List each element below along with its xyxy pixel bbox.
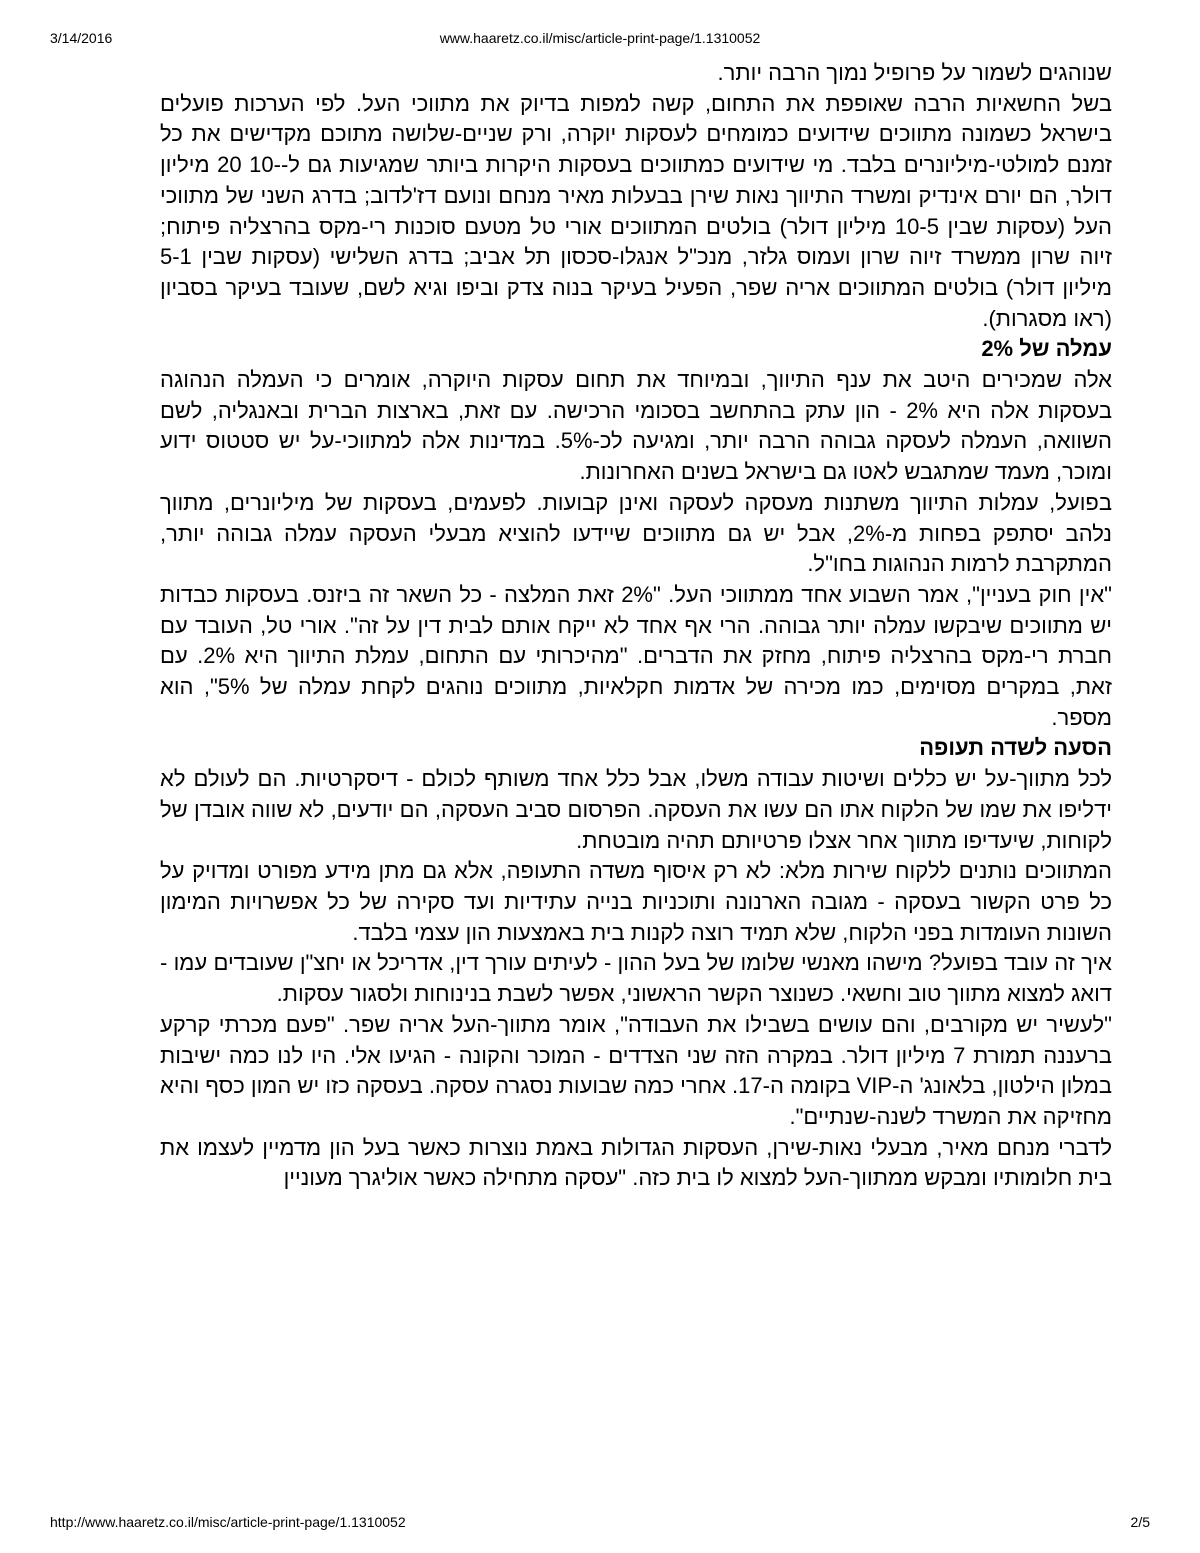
article-body <box>160 58 1112 1194</box>
print-footer <box>50 1514 1150 1534</box>
section-heading: עמלה של 2% <box>981 336 1112 362</box>
article-paragraph: לכל מתווך-על יש כללים ושיטות עבודה משלו, אבל כלל אחד משותף לכולם - דיסקרטיות. הם לעולם לא ידליפו את שמו של הלקוח אתו הם עשו את העסקה. הפרסום סביב העסקה, הם יודעים, לא שווה אובדן של לקוחות, שיעדיפו מתווך אחר אצלו פרטיותם תהיה מובטחת. <box>160 766 1112 853</box>
section-heading: הסעה לשדה תעופה <box>919 735 1112 761</box>
article-paragraph: "לעשיר יש מקורבים, והם עושים בשבילו את העבודה", אומר מתווך-העל אריה שפר. "פעם מכרתי קרקע ברעננה תמורת 7 מיליון דולר. במקרה הזה שני הצדדים - המוכר והקונה - הגיעו אלי. היו לנו כמה ישיבות במלון הילטון, בלאונג' ה-VIP בקומה ה-17. אחרי כמה שבועות נסגרה עסקה. בעסקה כזו יש המון כסף והיא מחזיקה את המשרד לשנה-שנתיים". <box>160 1011 1113 1129</box>
page-number: 2/5 <box>1130 1514 1150 1530</box>
print-header <box>50 30 1150 50</box>
article-paragraph: בשל החשאיות הרבה שאופפת את התחום, קשה למפות בדיוק את מתווכי העל. לפי הערכות פועלים בישראל כשמונה מתווכים שידועים כמומחים לעסקות יוקרה, ורק שניים-שלושה מתוכם מקדישים את כל זמנם למולטי-מיליונרים בלבד. מי שידועים כמתווכים בעסקות היקרות ביותר שמגיעות גם ל--10 20 מיליון דולר, הם יורם אינדיק ומשרד התיווך נאות שירן בבעלות מאיר מנחם ונועם דז'לדוב; בדרג השני של מתווכי העל (עסקות שבין 10-5 מיליון דולר) בולטים המתווכים אורי טל מטעם סוכנות רי-מקס בהרצליה פיתוח; זיוה שרון ממשרד זיוה שרון ועמוס גלזר, מנכ"ל אנגלו-סכסון תל אביב; בדרג השלישי (עסקות שבין 5-1 מיליון דולר) בולטים המתווכים אריה שפר, הפעיל בעיקר בנוה צדק וביפו וגיא לשם, שעובד בעיקר בסביון (ראו מסגרות). <box>160 90 1112 331</box>
print-date: 3/14/2016 <box>50 30 113 46</box>
article-paragraph: איך זה עובד בפועל? מישהו מאנשי שלומו של בעל ההון - לעיתים עורך דין, אדריכל או יחצ"ן שעובדים עמו - דואג למצוא מתווך טוב וחשאי. כשנוצר הקשר הראשוני, אפשר לשבת בנינוחות ולסגור עסקות. <box>160 950 1112 1007</box>
article-paragraph: לדברי מנחם מאיר, מבעלי נאות-שירן, העסקות הגדולות באמת נוצרות כאשר בעל הון מדמיין לעצמו את בית חלומותיו ומבקש ממתווך-העל למצוא לו בית כזה. "עסקה מתחילה כאשר אוליגרך מעוניין <box>160 1134 1112 1191</box>
print-footer-url: http://www.haaretz.co.il/misc/article-print-page/1.1310052 <box>50 1514 406 1530</box>
print-header-url: www.haaretz.co.il/misc/article-print-page/1.1310052 <box>439 30 761 46</box>
article-paragraph: שנוהגים לשמור על פרופיל נמוך הרבה יותר. <box>717 60 1112 85</box>
article-paragraph: המתווכים נותנים ללקוח שירות מלא: לא רק איסוף משדה התעופה, אלא גם מתן מידע מפורט ומדויק על כל פרט הקשור בעסקה - מגובה הארנונה ותוכניות בנייה עתידיות ועד סקירה של כל אפשרויות המימון השונות העומדות בפני הלקוח, שלא תמיד רוצה לקנות בית באמצעות הון עצמי בלבד. <box>160 858 1112 945</box>
article-paragraph: בפועל, עמלות התיווך משתנות מעסקה לעסקה ואינן קבועות. לפעמים, בעסקות של מיליונרים, מתווך נלהב יסתפק בפחות מ-2%, אבל יש גם מתווכים שיידעו להוציא מבעלי העסקה עמלה גבוהה יותר, המתקרבת לרמות הנהוגות בחו"ל. <box>160 489 1112 577</box>
article-paragraph: אלה שמכירים היטב את ענף התיווך, ובמיוחד את תחום עסקות היוקרה, אומרים כי העמלה הנהוגה בעסקות אלה היא 2% - הון עתק בהתחשב בסכומי הרכישה. עם זאת, בארצות הברית ובאנגליה, לשם השוואה, העמלה לעסקה גבוהה הרבה יותר, ומגיעה לכ-5%. במדינות אלה למתווכי-על יש סטטוס ידוע ומוכר, מעמד שמתגבש לאטו גם בישראל בשנים האחרונות. <box>160 367 1112 485</box>
article-paragraph: "אין חוק בעניין", אמר השבוע אחד ממתווכי העל. "2% זאת המלצה - כל השאר זה ביזנס. בעסקות כבדות יש מתווכים שיבקשו עמלה יותר גבוהה. הרי אף אחד לא ייקח אותם לבית דין על זה". אורי טל, העובד עם חברת רי-מקס בהרצליה פיתוח, מחזק את הדברים. "מהיכרותי עם התחום, עמלת התיווך היא 2%. עם זאת, במקרים מסוימים, כמו מכירה של אדמות חקלאיות, מתווכים נוהגים לקחת עמלה של 5%", הוא מספר. <box>160 581 1113 730</box>
